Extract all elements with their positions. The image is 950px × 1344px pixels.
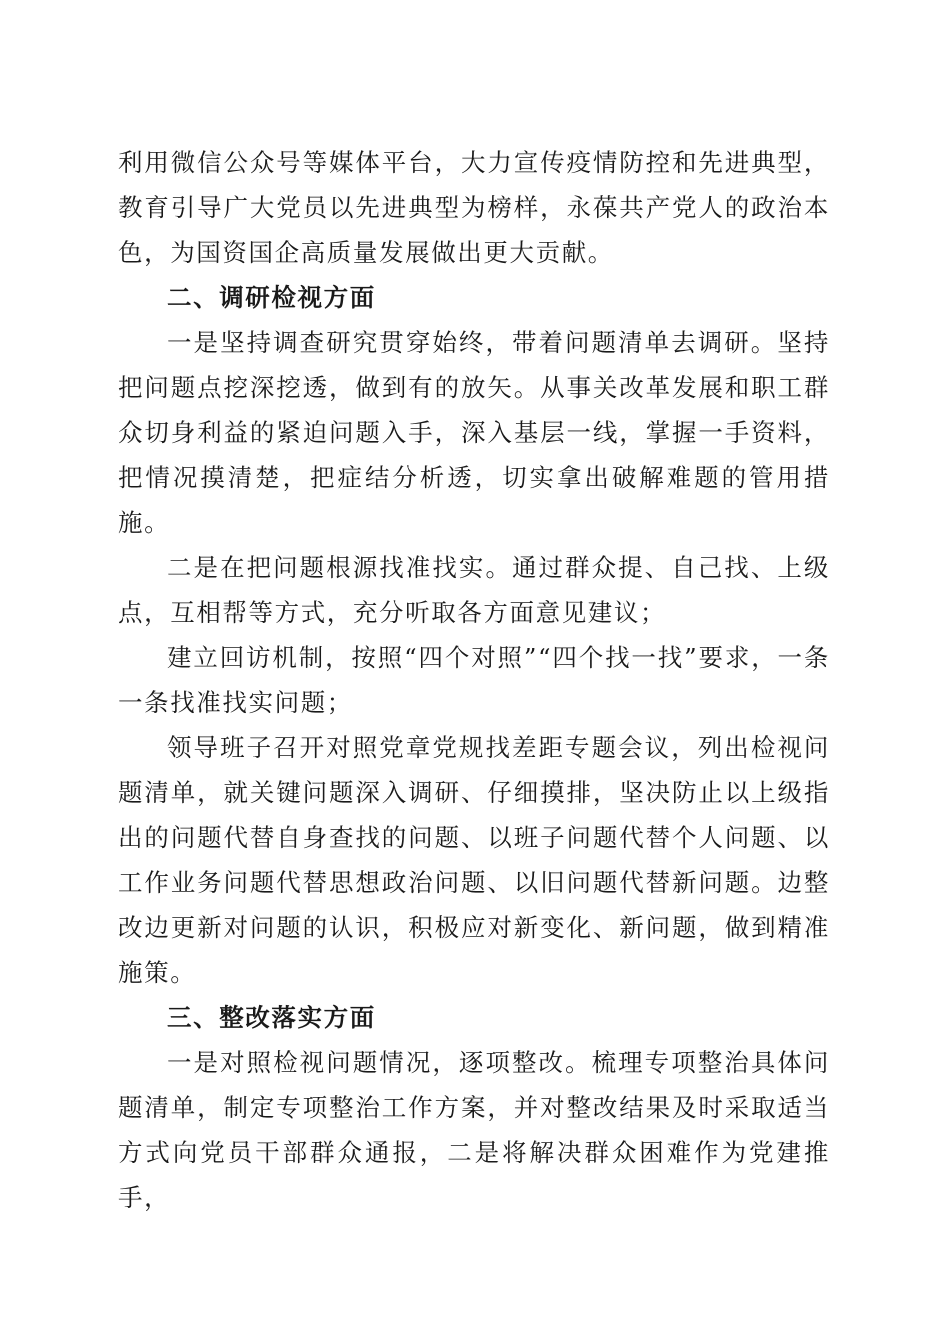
- paragraph-2-lead: 一是坚持调查研究贯穿始终，带着问题清单去调研。: [167, 328, 778, 357]
- section-heading-research: 二、调研检视方面: [167, 283, 376, 312]
- paragraph-3-body: 通过群众提、自己找、上级点，互相帮等方式，充分听取各方面意见建议；: [118, 553, 830, 627]
- paragraph-3: [118, 545, 830, 635]
- paragraph-1-text: 利用微信公众号等媒体平台，大力宣传疫情防控和先进典型，教育引导广大党员以先进典型为榜样，永葆共产党人的政治本色，为国资国企高质量发展做出更大贡献。: [118, 148, 830, 267]
- paragraph-2: [118, 320, 830, 545]
- paragraph-1: [118, 140, 830, 275]
- paragraph-2-body: 坚持把问题点挖深挖透，做到有的放矢。从事关改革发展和职工群众切身利益的紧迫问题入手，深入基层一线，掌握一手资料，把情况摸清楚，把症结分析透，切实拿出破解难题的管用措施。: [118, 328, 830, 537]
- paragraph-5: [118, 725, 830, 995]
- paragraph-6-body: 梳理专项整治具体问题清单，制定专项整治工作方案，并对整改结果及时采取适当方式向党员干部群众通报，二是将解决群众困难作为党建推手，: [118, 1048, 830, 1212]
- section-heading-rectification: 三、整改落实方面: [167, 1003, 376, 1032]
- paragraph-5-text: 领导班子召开对照党章党规找差距专题会议，列出检视问题清单，就关键问题深入调研、仔细摸排，坚决防止以上级指出的问题代替自身查找的问题、以班子问题代替个人问题、以工作业务问题代替思想政治问题、以旧问题代替新问题。边整改边更新对问题的认识，积极应对新变化、新问题，做到精准施策。: [118, 733, 830, 987]
- document-body: [118, 140, 830, 1220]
- paragraph-4: [118, 635, 830, 725]
- paragraph-3-lead: 二是在把问题根源找准找实。: [167, 553, 512, 582]
- paragraph-6: [118, 1040, 830, 1220]
- paragraph-4-text: 建立回访机制，按照“四个对照”“四个找一找”要求，一条一条找准找实问题；: [118, 643, 830, 717]
- paragraph-6-lead: 一是对照检视问题情况，逐项整改。: [167, 1048, 592, 1077]
